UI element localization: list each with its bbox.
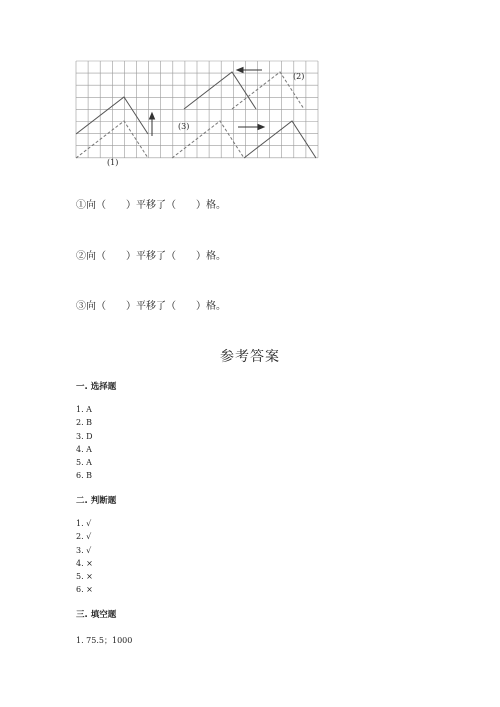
answer-key-title: 参考答案	[220, 349, 280, 365]
answer-item: 5. ×	[76, 572, 93, 582]
answer-item: 6. ×	[76, 585, 93, 595]
translation-grid-figure	[0, 0, 500, 180]
answer-list-choice	[76, 403, 93, 483]
section-heading-fill-in: 三. 填空题	[76, 610, 117, 620]
answer-item: 1. √	[76, 519, 92, 528]
answer-list-fill-in	[76, 634, 132, 647]
answer-item: 1. A	[76, 405, 92, 414]
question-3: ③向（ ）平移了（ ）格。	[76, 301, 226, 312]
section-heading-choice: 一. 选择题	[76, 382, 117, 392]
question-1: ①向（ ）平移了（ ）格。	[76, 200, 226, 211]
answer-item: 2. √	[76, 532, 92, 542]
answer-item: 5. A	[76, 458, 92, 468]
shape-label-2: (2)	[293, 72, 305, 81]
arrow-left-icon	[237, 68, 262, 73]
shape-label-3: (3)	[178, 122, 190, 131]
answer-item: 2. B	[76, 418, 93, 428]
answer-item: 3. √	[76, 545, 92, 555]
arrow-right-icon	[238, 125, 264, 130]
answer-item: 6. B	[76, 471, 93, 481]
arrow-up-icon	[150, 113, 155, 136]
section-heading-judgement: 二. 判断题	[76, 496, 117, 506]
question-2: ②向（ ）平移了（ ）格。	[76, 251, 226, 262]
shape-label-1: (1)	[107, 158, 119, 167]
answer-list-judgement	[76, 517, 93, 597]
answer-item: 1. 75.5；1000	[76, 636, 133, 645]
grid-lines	[76, 61, 318, 158]
answer-item: 3. D	[76, 431, 93, 441]
answer-item: 4. A	[76, 444, 92, 454]
answer-item: 4. ×	[76, 558, 93, 568]
